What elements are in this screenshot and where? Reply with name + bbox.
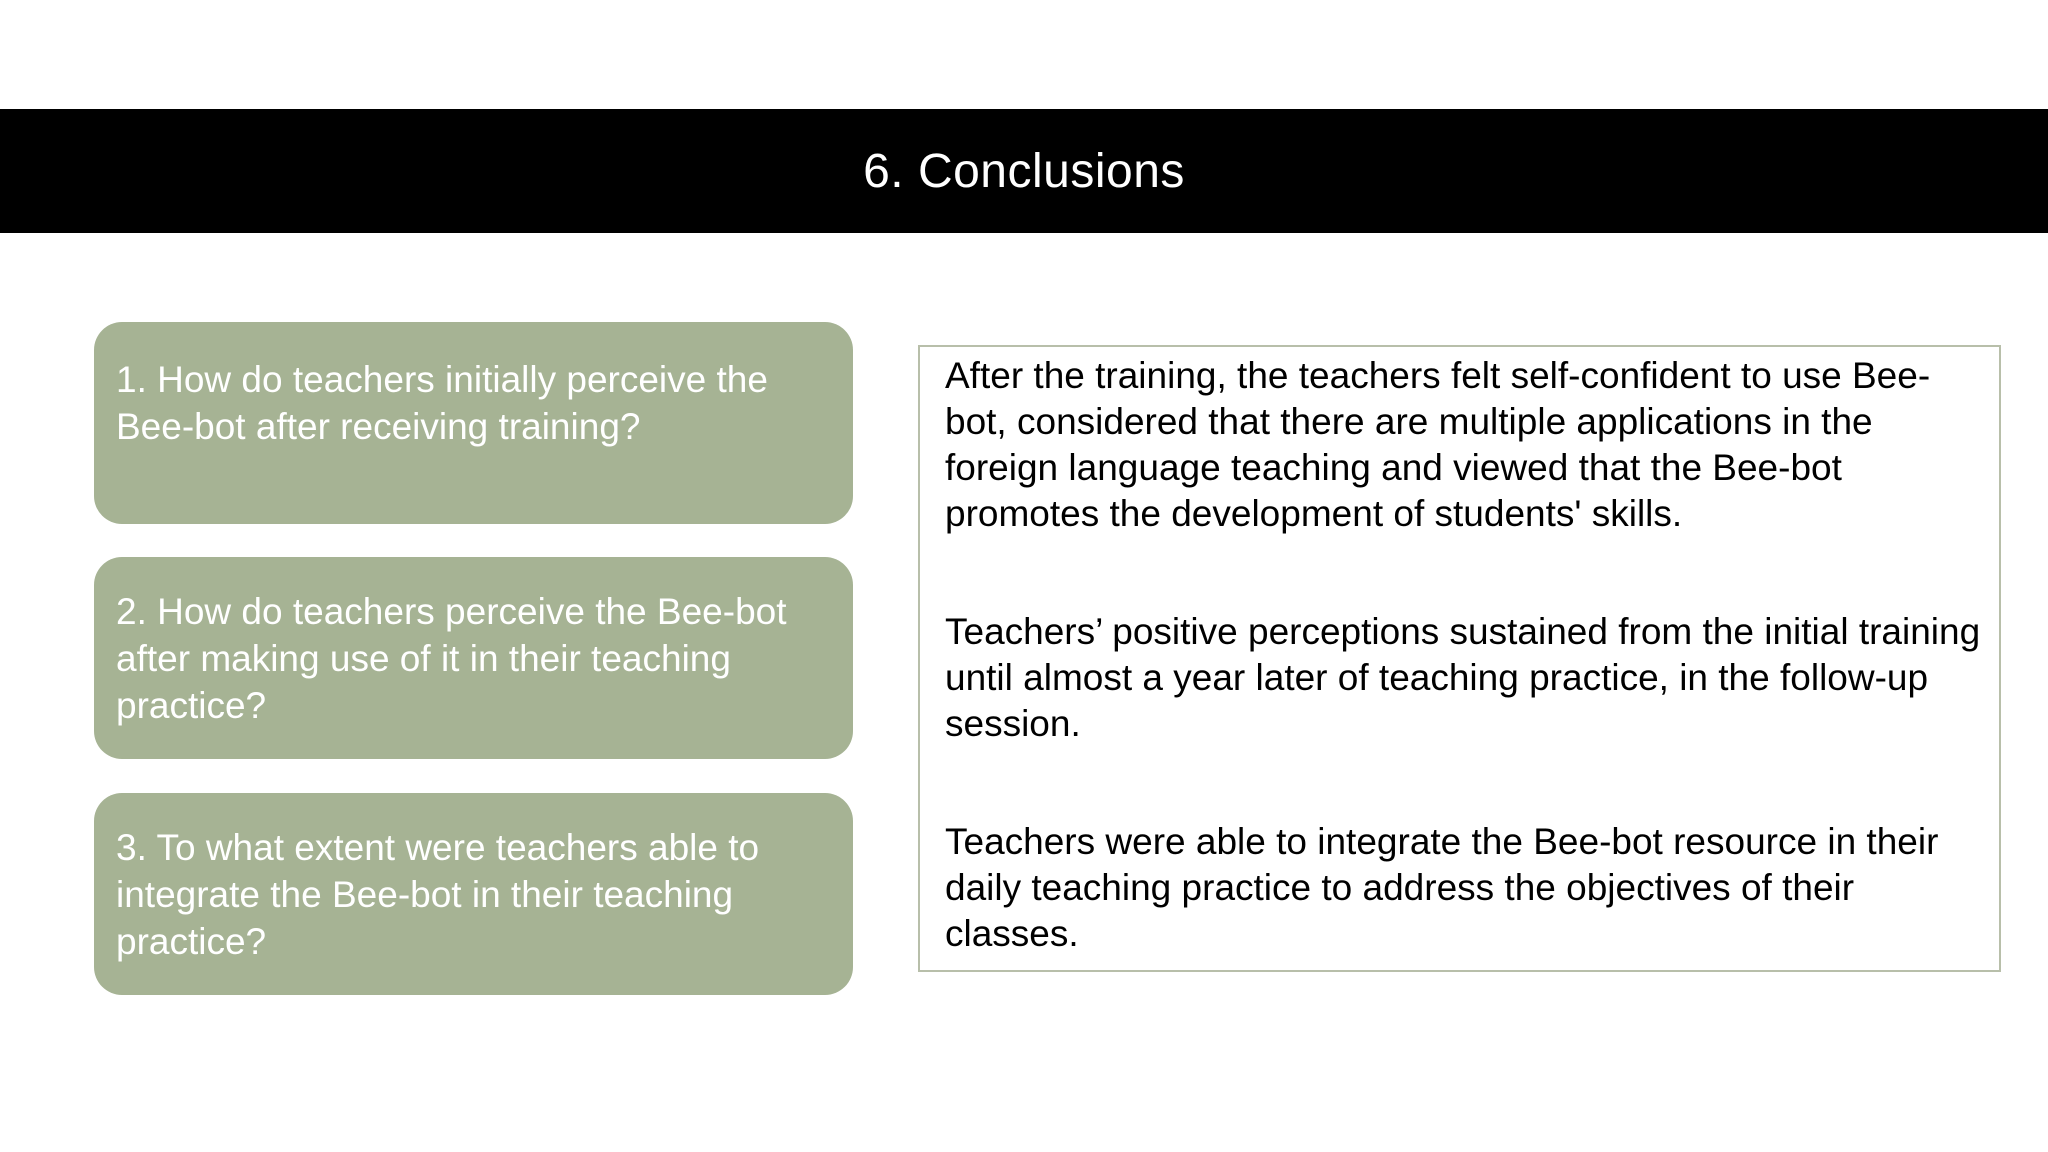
answers-panel bbox=[918, 345, 2001, 972]
answer-1-text: After the training, the teachers felt self-confident to use Bee-bot, considered that there are multiple applications in the foreign language teaching and viewed that the Bee-bot promotes the development of students' skills. bbox=[945, 355, 1931, 534]
answer-3-text: Teachers were able to integrate the Bee-bot resource in their daily teaching practice to address the objectives of their classes. bbox=[945, 821, 1939, 954]
question-box-2 bbox=[94, 557, 853, 759]
title-bar bbox=[0, 109, 2048, 233]
question-box-1 bbox=[94, 322, 853, 524]
question-1-text: 1. How do teachers initially perceive the Bee-bot after receiving training? bbox=[116, 359, 768, 447]
question-box-3 bbox=[94, 793, 853, 995]
question-2-text: 2. How do teachers perceive the Bee-bot after making use of it in their teaching practice? bbox=[116, 590, 787, 726]
slide-title: 6. Conclusions bbox=[863, 144, 1185, 198]
answer-2-text: Teachers’ positive perceptions sustained from the initial training until almost a year later of teaching practice, in the follow-up session. bbox=[945, 611, 1981, 744]
question-3-text: 3. To what extent were teachers able to integrate the Bee-bot in their teaching practice? bbox=[116, 826, 760, 962]
